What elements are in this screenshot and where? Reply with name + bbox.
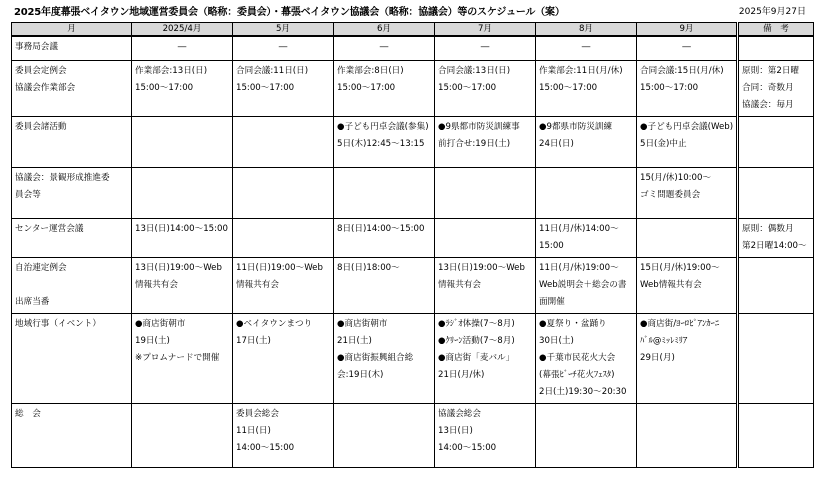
cell-line: 合同会議:11日(日) bbox=[236, 65, 309, 76]
cell-may bbox=[233, 167, 334, 218]
cell-sep bbox=[637, 116, 738, 167]
cell-line: ― bbox=[480, 42, 490, 52]
cell-aug bbox=[536, 313, 637, 403]
row-general-assembly bbox=[12, 403, 814, 467]
cell-line: 11日(日)19:00～Web bbox=[236, 262, 323, 273]
cell-may bbox=[233, 257, 334, 313]
cell-apr bbox=[132, 257, 233, 313]
cell-may bbox=[233, 36, 334, 60]
cell-jul bbox=[435, 313, 536, 403]
cell-sep bbox=[637, 36, 738, 60]
cell-line: ゴミ問題委員会 bbox=[640, 189, 701, 200]
cell-sep bbox=[637, 218, 738, 257]
cell-jun bbox=[334, 60, 435, 116]
cell-line: ― bbox=[379, 42, 389, 52]
cell-line: 前打合せ:19日(土) bbox=[438, 138, 511, 149]
cell-line: 24日(日) bbox=[539, 138, 574, 149]
cell-line: 作業部会:8日(日) bbox=[337, 65, 404, 76]
cell-sep bbox=[637, 60, 738, 116]
cell-apr bbox=[132, 60, 233, 116]
cell-jul bbox=[435, 116, 536, 167]
cell-jun bbox=[334, 218, 435, 257]
cell-line: ― bbox=[177, 42, 187, 52]
row-label bbox=[12, 167, 132, 218]
schedule-table bbox=[11, 22, 814, 468]
row-label bbox=[12, 60, 132, 116]
cell-line: 13日(日)19:00～Web bbox=[438, 262, 525, 273]
cell-sep bbox=[637, 167, 738, 218]
cell-line: ●商店街朝市 bbox=[337, 318, 388, 329]
cell-line: 5日(金)中止 bbox=[640, 138, 687, 149]
cell-line: 2日(土)19:30～20:30 bbox=[539, 386, 627, 397]
cell-aug bbox=[536, 36, 637, 60]
cell-line: 11日(日) bbox=[236, 425, 271, 436]
cell-line: 29日(月) bbox=[640, 352, 675, 363]
cell-line: 13日(日) bbox=[438, 425, 473, 436]
cell-line: 面開催 bbox=[539, 296, 565, 307]
cell-line: 21日(月/休) bbox=[438, 369, 485, 380]
header-month-apr: 2025/4月 bbox=[132, 23, 233, 37]
cell-line: 11日(月/休)14:00～ bbox=[539, 223, 619, 234]
cell-line: (幕張ﾋﾞｰﾁ花火ﾌｪｽﾀ) bbox=[539, 369, 615, 380]
cell-sep bbox=[637, 257, 738, 313]
row-label bbox=[12, 36, 132, 60]
cell-may bbox=[233, 116, 334, 167]
cell-line: 14:00～15:00 bbox=[438, 442, 497, 453]
cell-jun bbox=[334, 403, 435, 467]
cell-jun bbox=[334, 167, 435, 218]
header-month-may: 5月 bbox=[233, 23, 334, 37]
cell-aug bbox=[536, 218, 637, 257]
row-label bbox=[12, 403, 132, 467]
cell-may bbox=[233, 313, 334, 403]
cell-may bbox=[233, 60, 334, 116]
cell-aug bbox=[536, 167, 637, 218]
cell-notes bbox=[738, 36, 814, 60]
row-label-line: 協議会作業部会 bbox=[15, 82, 76, 93]
row-label-line: 員会等 bbox=[15, 189, 41, 200]
cell-line: 15:00 bbox=[539, 240, 564, 251]
cell-line: 委員会総会 bbox=[236, 408, 279, 419]
row-label bbox=[12, 218, 132, 257]
row-center-meeting bbox=[12, 218, 814, 257]
cell-may bbox=[233, 218, 334, 257]
cell-notes bbox=[738, 218, 814, 257]
cell-line: ●商店街振興組合総 bbox=[337, 352, 414, 363]
row-label bbox=[12, 313, 132, 403]
header-row bbox=[12, 23, 814, 37]
cell-line: 13日(日)14:00～15:00 bbox=[135, 223, 228, 234]
row-label bbox=[12, 116, 132, 167]
cell-line: Web情報共有会 bbox=[640, 279, 702, 290]
cell-line: 30日(土) bbox=[539, 335, 574, 346]
cell-line: Web説明会＋総会の書 bbox=[539, 279, 627, 290]
cell-line: 15:00～17:00 bbox=[539, 82, 598, 93]
cell-notes bbox=[738, 116, 814, 167]
schedule-body bbox=[12, 36, 814, 467]
cell-notes bbox=[738, 403, 814, 467]
cell-line: ※プロムナードで開催 bbox=[135, 352, 220, 363]
cell-jun bbox=[334, 36, 435, 60]
cell-line: 17日(土) bbox=[236, 335, 271, 346]
row-regular-meeting bbox=[12, 60, 814, 116]
cell-notes bbox=[738, 60, 814, 116]
cell-apr bbox=[132, 167, 233, 218]
cell-jul bbox=[435, 36, 536, 60]
cell-line: ●子ども円卓会議(Web) bbox=[640, 121, 734, 132]
cell-line: 合同会議:13日(日) bbox=[438, 65, 511, 76]
cell-sep bbox=[637, 313, 738, 403]
cell-apr bbox=[132, 313, 233, 403]
cell-line: 5日(木)12:45～13:15 bbox=[337, 138, 425, 149]
row-local-events bbox=[12, 313, 814, 403]
cell-apr bbox=[132, 36, 233, 60]
row-label-line: 委員会定例会 bbox=[15, 65, 67, 76]
cell-jul bbox=[435, 403, 536, 467]
header-month-aug: 8月 bbox=[536, 23, 637, 37]
row-office-meeting bbox=[12, 36, 814, 60]
cell-line: 15:00～17:00 bbox=[438, 82, 497, 93]
cell-line: 11日(月/休)19:00～ bbox=[539, 262, 619, 273]
note-line: 原則：偶数月 bbox=[742, 223, 794, 234]
cell-line: 8日(日)14:00～15:00 bbox=[337, 223, 425, 234]
cell-apr bbox=[132, 403, 233, 467]
cell-jun bbox=[334, 313, 435, 403]
cell-line: 15日(月/休)19:00～ bbox=[640, 262, 720, 273]
cell-line: ●商店街「麦バル」 bbox=[438, 352, 515, 363]
cell-jul bbox=[435, 257, 536, 313]
document-date: 2025年9月27日 bbox=[738, 7, 806, 17]
header-month-sep: 9月 bbox=[637, 23, 738, 37]
cell-jun bbox=[334, 257, 435, 313]
cell-line: ●9県都市防災訓練事 bbox=[438, 121, 520, 132]
header-month-jul: 7月 bbox=[435, 23, 536, 37]
cell-line: 15:00～17:00 bbox=[135, 82, 194, 93]
row-committee-activities bbox=[12, 116, 814, 167]
row-label bbox=[12, 257, 132, 313]
cell-line: ﾊﾞﾙ@ﾐｯﾚﾐﾘｱ bbox=[640, 335, 688, 346]
cell-line: ●ベイタウンまつり bbox=[236, 318, 313, 329]
note-line: 合同：奇数月 bbox=[742, 82, 794, 93]
row-label-line: 出席当番 bbox=[15, 296, 50, 307]
row-label-line: 地域行事（イベント） bbox=[15, 318, 101, 329]
cell-notes bbox=[738, 257, 814, 313]
cell-line: ●ｸﾘｰﾝ活動(7～8月) bbox=[438, 335, 515, 346]
cell-line: ●商店街朝市 bbox=[135, 318, 186, 329]
cell-sep bbox=[637, 403, 738, 467]
row-autonomy-meeting bbox=[12, 257, 814, 313]
cell-aug bbox=[536, 116, 637, 167]
row-label-line: 委員会諸活動 bbox=[15, 121, 67, 132]
cell-aug bbox=[536, 257, 637, 313]
cell-line: 15:00～17:00 bbox=[337, 82, 396, 93]
cell-line: ●千葉市民花火大会 bbox=[539, 352, 616, 363]
cell-aug bbox=[536, 403, 637, 467]
cell-jul bbox=[435, 218, 536, 257]
cell-jul bbox=[435, 167, 536, 218]
cell-apr bbox=[132, 116, 233, 167]
cell-line: 13日(日)19:00～Web bbox=[135, 262, 222, 273]
cell-notes bbox=[738, 167, 814, 218]
cell-line: ― bbox=[278, 42, 288, 52]
cell-line: ●子ども円卓会議(参集) bbox=[337, 121, 429, 132]
cell-line: 協議会総会 bbox=[438, 408, 481, 419]
header-month-jun: 6月 bbox=[334, 23, 435, 37]
cell-line: 19日(土) bbox=[135, 335, 170, 346]
note-line: 原則：第2日曜 bbox=[742, 65, 800, 76]
row-label-line: センター運営会議 bbox=[15, 223, 84, 234]
cell-line: ●ﾗｼﾞｵ体操(7～8月) bbox=[438, 318, 515, 329]
cell-aug bbox=[536, 60, 637, 116]
cell-notes bbox=[738, 313, 814, 403]
row-label-line: 自治連定例会 bbox=[15, 262, 67, 273]
cell-jul bbox=[435, 60, 536, 116]
note-line: 第2日曜14:00～ bbox=[742, 240, 807, 251]
cell-line: 情報共有会 bbox=[135, 279, 178, 290]
cell-apr bbox=[132, 218, 233, 257]
row-label-line bbox=[15, 277, 128, 294]
cell-line: ― bbox=[682, 42, 691, 52]
cell-line: 15:00～17:00 bbox=[640, 82, 699, 93]
row-label-line: 事務局会議 bbox=[15, 42, 58, 52]
cell-may bbox=[233, 403, 334, 467]
cell-line: 情報共有会 bbox=[236, 279, 279, 290]
cell-line: 合同会議:15日(月/休) bbox=[640, 65, 724, 76]
cell-line: 15:00～17:00 bbox=[236, 82, 295, 93]
row-label-line: 総 会 bbox=[15, 408, 41, 419]
cell-line: 21日(土) bbox=[337, 335, 372, 346]
row-label-line: 協議会：景観形成推進委 bbox=[15, 172, 110, 183]
cell-line: 15(月/休)10:00～ bbox=[640, 172, 712, 183]
cell-line: ― bbox=[581, 42, 591, 52]
row-landscape-committee bbox=[12, 167, 814, 218]
cell-line: 作業部会:11日(月/休) bbox=[539, 65, 623, 76]
cell-line: 会:19日(木) bbox=[337, 369, 384, 380]
cell-jun bbox=[334, 116, 435, 167]
cell-line: ●商店街/ﾖｰﾛﾋﾟｱﾝｶｰﾆ bbox=[640, 318, 720, 329]
cell-line: 14:00～15:00 bbox=[236, 442, 295, 453]
header-notes: 備 考 bbox=[738, 23, 814, 37]
cell-line: ●9都県市防災訓練 bbox=[539, 121, 613, 132]
cell-line: 8日(日)18:00～ bbox=[337, 262, 400, 273]
cell-line: 情報共有会 bbox=[438, 279, 481, 290]
cell-line: ●夏祭り・盆踊り bbox=[539, 318, 607, 329]
cell-line: 作業部会:13日(日) bbox=[135, 65, 208, 76]
header-month: 月 bbox=[12, 23, 132, 37]
note-line: 協議会：毎月 bbox=[742, 99, 794, 110]
document-title: 2025年度幕張ベイタウン地域運営委員会（略称：委員会）・幕張ベイタウン協議会（略称：協議会）等のスケジュール（案） bbox=[14, 7, 565, 18]
